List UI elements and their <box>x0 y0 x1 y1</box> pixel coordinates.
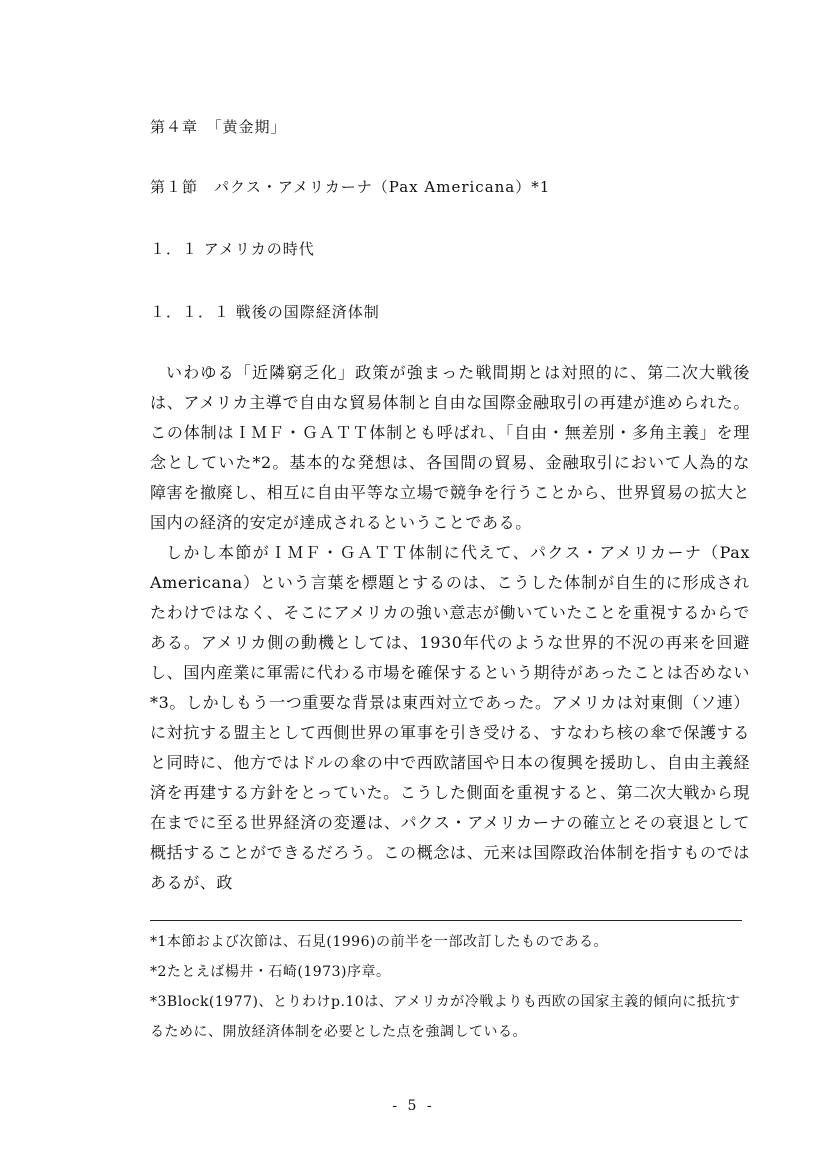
footnotes <box>150 927 750 1047</box>
footnote: *1本節および次節は、石見(1996)の前半を一部改訂したものである。 <box>150 934 608 950</box>
footnote: *3Block(1977)、とりわけp.10は、アメリカが冷戦よりも西欧の国家主義的傾向に抵抗するために、開放経済体制を必要とした点を強調している。 <box>150 994 741 1040</box>
page-number: - 5 - <box>392 1098 435 1114</box>
paragraph: いわゆる「近隣窮乏化」政策が強まった戦間期とは対照的に、第二次大戦後は、アメリカ主導で自由な貿易体制と自由な国際金融取引の再建が進められた。この体制はＩＭＦ・ＧＡＴＴ体制とも呼ばれ、「自由・無差別・多角主義」を理念としていた*2。基本的な発想は、各国間の貿易、金融取引において人為的な障害を撤廃し、相互に自由平等な立場で競争を行うことから、世界貿易の拡大と国内の経済的安定が達成されるということである。 <box>150 363 750 532</box>
subsection-title: １．１ アメリカの時代 <box>150 240 315 258</box>
footnote: *2たとえば楊井・石崎(1973)序章。 <box>150 964 391 980</box>
subsubsection-title: １．１．１ 戦後の国際経済体制 <box>150 303 380 321</box>
paragraph: しかし本節がＩＭＦ・ＧＡＴＴ体制に代えて、パクス・アメリカーナ（Pax Americana）という言葉を標題とするのは、こうした体制が自生的に形成されたわけではなく、そこにアメリカの強い意志が働いていたことを重視するからである。アメリカ側の動機としては、1930年代のような世界的不況の再来を回避し、国内産業に軍需に代わる市場を確保するという期待があったことは否めない*3。しかしもう一つ重要な背景は東西対立であった。アメリカは対東側（ソ連）に対抗する盟主として西側世界の軍事を引き受ける、すなわち核の傘で保護すると同時に、他方ではドルの傘の中で西欧諸国や日本の復興を援助し、自由主義経済を再建する方針をとっていた。こうした側面を重視すると、第二次大戦から現在までに至る世界経済の変遷は、パクス・アメリカーナの確立とその衰退として概括することができるだろう。この概念は、元来は国際政治体制を指すものではあるが、政 <box>150 543 750 892</box>
footnote-divider <box>150 920 742 921</box>
chapter-title: 第４章 「黄金期」 <box>150 118 287 136</box>
body-text <box>150 358 750 898</box>
section-title: 第１節 パクス・アメリカーナ（Pax Americana）*1 <box>150 178 551 196</box>
